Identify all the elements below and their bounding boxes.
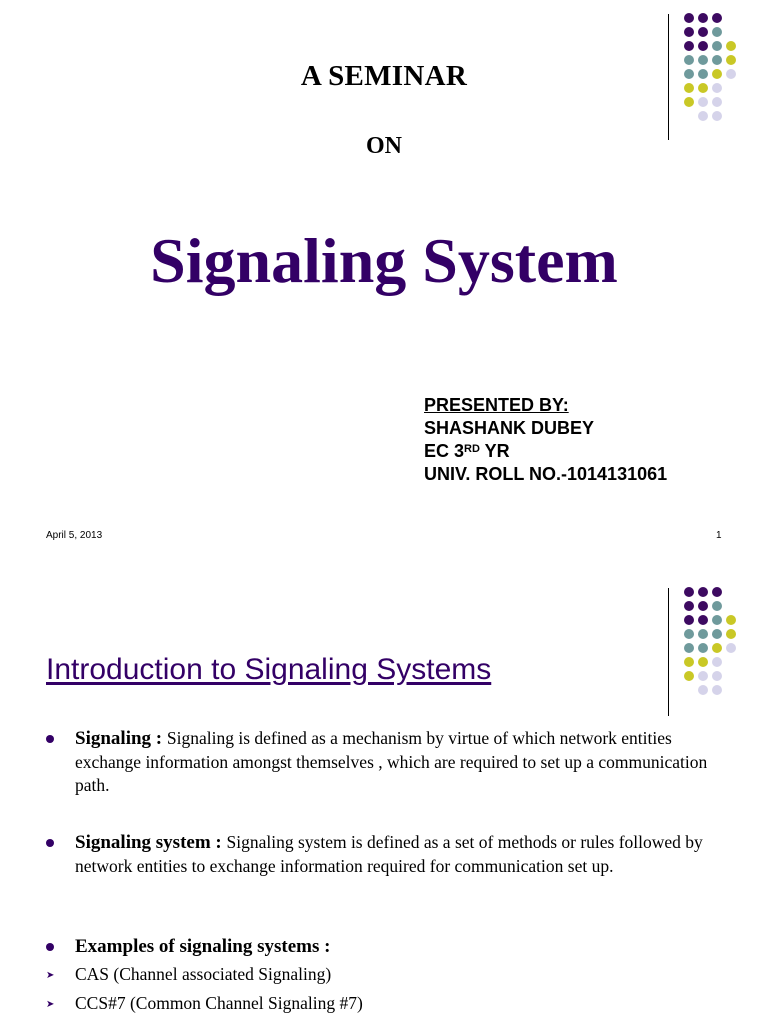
bullet-text: Signaling is defined as a mechanism by virtue of which network entities exchange information amongst themselves , which are required to set up a communication path. (75, 728, 708, 795)
bullet-term: Signaling (75, 728, 152, 749)
decorative-dot (712, 27, 722, 37)
decorative-dot (698, 601, 708, 611)
arrow-bullet-icon: ➤ (46, 999, 55, 1010)
presenter-roll: UNIV. ROLL NO.-1014131061 (424, 464, 668, 484)
presented-by-label: PRESENTED BY: (424, 395, 569, 415)
decorative-dot (684, 41, 694, 51)
bullet-item: Signaling : Signaling is defined as a mechanism by virtue of which network entities exchange information amongst themselves , which are required to set up a communication path. (46, 727, 726, 798)
bullet-dot-icon (46, 735, 54, 743)
decorative-dot (712, 657, 722, 667)
decorative-dot (684, 587, 694, 597)
decorative-dot (726, 41, 736, 51)
decorative-dot (712, 671, 722, 681)
bullet-text: Signaling system is defined as a set of methods or rules followed by network entities to exchange information required for communication set up. (75, 832, 703, 876)
arrow-bullet-icon: ➤ (46, 970, 55, 981)
decorative-dot (712, 601, 722, 611)
decorative-dot (712, 685, 722, 695)
decorative-dot (684, 629, 694, 639)
slide-title: Signaling System (150, 225, 618, 296)
decorative-dot (684, 643, 694, 653)
decorative-dot (684, 601, 694, 611)
decorative-dot-grid (684, 587, 764, 697)
bullet-dot-icon (46, 943, 54, 951)
bullet-term: Signaling system (75, 832, 211, 853)
slide-date: April 5, 2013 (46, 530, 103, 541)
decorative-dot (698, 657, 708, 667)
decorative-dot (684, 671, 694, 681)
decorative-dot (698, 615, 708, 625)
decorative-dot (684, 615, 694, 625)
slide-title: Introduction to Signaling Systems (46, 653, 492, 686)
slide-2 (0, 576, 768, 1024)
decorative-dot (698, 587, 708, 597)
presenter-name: SHASHANK DUBEY (424, 418, 595, 438)
decorative-dot (698, 27, 708, 37)
example-item: ➤ CCS#7 (Common Channel Signaling #7) (46, 992, 363, 1016)
decorative-dot (698, 41, 708, 51)
decorative-dot (712, 643, 722, 653)
decorative-dot (684, 97, 694, 107)
page-number: 1 (716, 530, 722, 541)
decorative-dot (698, 671, 708, 681)
seminar-heading: A SEMINAR (300, 60, 468, 92)
decorative-dot (712, 587, 722, 597)
decorative-dot (726, 643, 736, 653)
decorative-dot (698, 643, 708, 653)
on-text: ON (366, 133, 402, 159)
bullet-item: Examples of signaling systems : (46, 935, 726, 959)
divider-line (668, 588, 669, 716)
decorative-dot (698, 685, 708, 695)
decorative-dot (684, 27, 694, 37)
presenter-class: EC 3RD YR (424, 441, 510, 461)
decorative-dot (712, 41, 722, 51)
decorative-dot (712, 13, 722, 23)
decorative-dot (684, 657, 694, 667)
decorative-dot (712, 111, 722, 121)
decorative-dot (698, 97, 708, 107)
decorative-dot (698, 111, 708, 121)
decorative-dot (726, 615, 736, 625)
decorative-dot (698, 629, 708, 639)
bullet-item: Signaling system : Signaling system is defined as a set of methods or rules followed by network entities to exchange information required for communication set up. (46, 831, 726, 878)
decorative-dot (712, 97, 722, 107)
decorative-dot (726, 629, 736, 639)
example-item: ➤ CAS (Channel associated Signaling) (46, 963, 331, 987)
bullet-term: Examples of signaling systems (75, 936, 320, 957)
decorative-dot (712, 615, 722, 625)
decorative-dot (712, 629, 722, 639)
decorative-dot (698, 13, 708, 23)
decorative-dot (684, 13, 694, 23)
presenter-block (424, 394, 667, 486)
bullet-dot-icon (46, 839, 54, 847)
